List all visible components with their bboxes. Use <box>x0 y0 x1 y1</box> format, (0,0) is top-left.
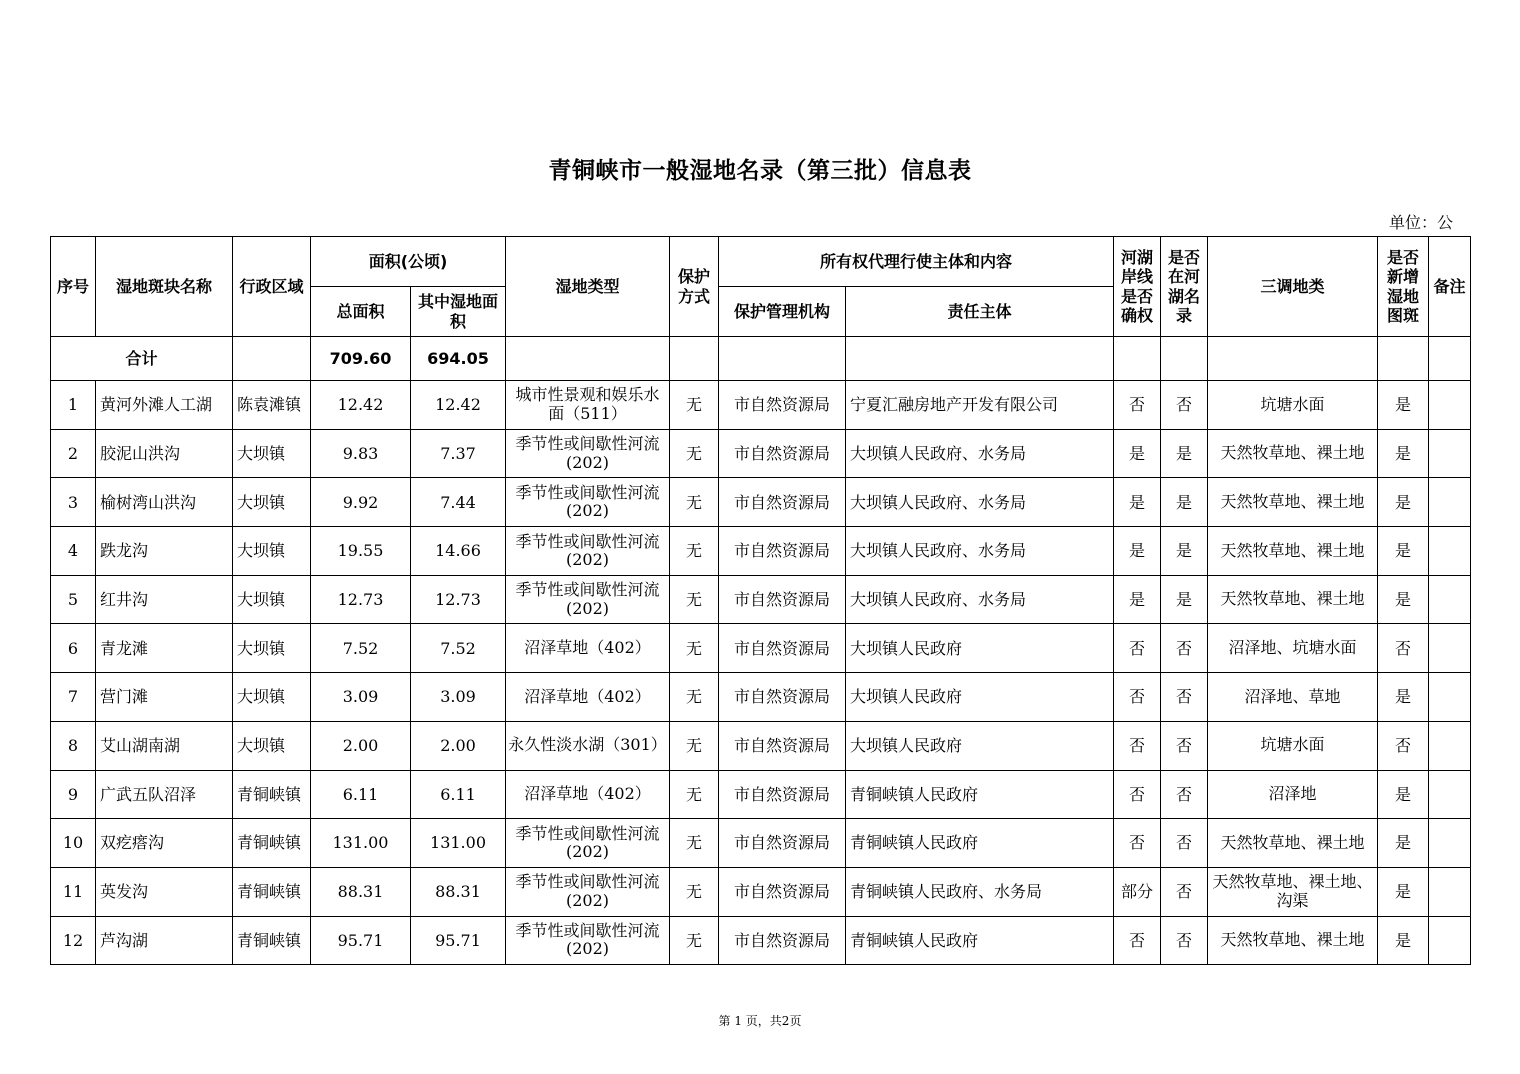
cell-landuse: 天然牧草地、裸土地 <box>1208 916 1378 965</box>
cell-protect: 无 <box>670 819 719 868</box>
cell-admin: 青铜峡镇 <box>233 770 311 819</box>
cell-admin: 大坝镇 <box>233 624 311 673</box>
cell-area-total: 9.83 <box>311 429 411 478</box>
cell-type: 季节性或间歇性河流(202) <box>506 575 670 624</box>
cell-landuse: 沼泽地、坑塘水面 <box>1208 624 1378 673</box>
page-title: 青铜峡市一般湿地名录（第三批）信息表 <box>548 158 972 184</box>
table-row <box>51 429 1471 478</box>
cell-area-total: 131.00 <box>311 819 411 868</box>
cell-type: 季节性或间歇性河流(202) <box>506 527 670 576</box>
cell-remark <box>1429 916 1471 965</box>
total-shore <box>1114 337 1161 381</box>
cell-inlist: 是 <box>1161 429 1208 478</box>
cell-admin: 大坝镇 <box>233 478 311 527</box>
cell-landuse: 沼泽地 <box>1208 770 1378 819</box>
cell-remark <box>1429 575 1471 624</box>
cell-shore: 是 <box>1114 575 1161 624</box>
cell-area-wet: 3.09 <box>411 673 506 722</box>
cell-area-wet: 2.00 <box>411 721 506 770</box>
cell-protect: 无 <box>670 527 719 576</box>
cell-seq: 8 <box>51 721 96 770</box>
cell-remark <box>1429 770 1471 819</box>
cell-shore: 否 <box>1114 819 1161 868</box>
header-seq: 序号 <box>51 237 96 337</box>
cell-resp: 宁夏汇融房地产开发有限公司 <box>846 381 1114 430</box>
cell-area-wet: 95.71 <box>411 916 506 965</box>
cell-landuse: 天然牧草地、裸土地 <box>1208 429 1378 478</box>
cell-shore: 是 <box>1114 527 1161 576</box>
cell-resp: 大坝镇人民政府、水务局 <box>846 575 1114 624</box>
cell-resp: 青铜峡镇人民政府 <box>846 770 1114 819</box>
cell-area-wet: 14.66 <box>411 527 506 576</box>
cell-inlist: 否 <box>1161 819 1208 868</box>
total-inlist <box>1161 337 1208 381</box>
cell-seq: 1 <box>51 381 96 430</box>
cell-seq: 3 <box>51 478 96 527</box>
cell-resp: 青铜峡镇人民政府 <box>846 819 1114 868</box>
cell-area-total: 3.09 <box>311 673 411 722</box>
cell-area-total: 19.55 <box>311 527 411 576</box>
cell-inlist: 否 <box>1161 673 1208 722</box>
cell-protect: 无 <box>670 721 719 770</box>
cell-type: 沼泽草地（402） <box>506 624 670 673</box>
cell-seq: 10 <box>51 819 96 868</box>
cell-area-total: 12.42 <box>311 381 411 430</box>
cell-inlist: 否 <box>1161 721 1208 770</box>
cell-org: 市自然资源局 <box>719 478 846 527</box>
cell-shore: 是 <box>1114 429 1161 478</box>
cell-seq: 6 <box>51 624 96 673</box>
cell-remark <box>1429 624 1471 673</box>
header-area: 面积(公顷) <box>311 237 506 287</box>
cell-name: 英发沟 <box>96 867 233 916</box>
cell-inlist: 否 <box>1161 867 1208 916</box>
total-row <box>51 337 1471 381</box>
cell-landuse: 坑塘水面 <box>1208 381 1378 430</box>
cell-seq: 7 <box>51 673 96 722</box>
header-owner: 所有权代理行使主体和内容 <box>719 237 1114 287</box>
cell-admin: 陈袁滩镇 <box>233 381 311 430</box>
cell-name: 艾山湖南湖 <box>96 721 233 770</box>
total-type <box>506 337 670 381</box>
table-row <box>51 721 1471 770</box>
cell-area-wet: 12.42 <box>411 381 506 430</box>
cell-newpatch: 是 <box>1378 916 1429 965</box>
cell-seq: 11 <box>51 867 96 916</box>
total-admin <box>233 337 311 381</box>
cell-name: 广武五队沼泽 <box>96 770 233 819</box>
cell-shore: 否 <box>1114 381 1161 430</box>
cell-admin: 大坝镇 <box>233 673 311 722</box>
cell-seq: 5 <box>51 575 96 624</box>
cell-type: 季节性或间歇性河流(202) <box>506 478 670 527</box>
cell-area-total: 95.71 <box>311 916 411 965</box>
cell-name: 双疙瘩沟 <box>96 819 233 868</box>
cell-remark <box>1429 381 1471 430</box>
cell-resp: 大坝镇人民政府、水务局 <box>846 527 1114 576</box>
cell-newpatch: 是 <box>1378 819 1429 868</box>
cell-resp: 大坝镇人民政府 <box>846 721 1114 770</box>
cell-name: 胶泥山洪沟 <box>96 429 233 478</box>
cell-org: 市自然资源局 <box>719 575 846 624</box>
table-row <box>51 867 1471 916</box>
cell-protect: 无 <box>670 867 719 916</box>
cell-newpatch: 是 <box>1378 673 1429 722</box>
table-row <box>51 624 1471 673</box>
header-area-total: 总面积 <box>311 287 411 337</box>
cell-landuse: 天然牧草地、裸土地 <box>1208 575 1378 624</box>
cell-name: 榆树湾山洪沟 <box>96 478 233 527</box>
header-admin: 行政区域 <box>233 237 311 337</box>
cell-shore: 否 <box>1114 770 1161 819</box>
cell-remark <box>1429 819 1471 868</box>
cell-newpatch: 是 <box>1378 429 1429 478</box>
cell-newpatch: 否 <box>1378 721 1429 770</box>
cell-resp: 大坝镇人民政府 <box>846 624 1114 673</box>
cell-shore: 否 <box>1114 721 1161 770</box>
cell-newpatch: 是 <box>1378 867 1429 916</box>
cell-resp: 大坝镇人民政府 <box>846 673 1114 722</box>
total-newpatch <box>1378 337 1429 381</box>
cell-area-wet: 7.37 <box>411 429 506 478</box>
cell-resp: 大坝镇人民政府、水务局 <box>846 429 1114 478</box>
cell-type: 沼泽草地（402） <box>506 673 670 722</box>
cell-landuse: 天然牧草地、裸土地、沟渠 <box>1208 867 1378 916</box>
cell-newpatch: 是 <box>1378 575 1429 624</box>
cell-seq: 12 <box>51 916 96 965</box>
table-row <box>51 819 1471 868</box>
cell-type: 永久性淡水湖（301） <box>506 721 670 770</box>
table-row <box>51 916 1471 965</box>
page-footer: 第 1 页，共2页 <box>718 1014 802 1028</box>
cell-protect: 无 <box>670 624 719 673</box>
cell-area-total: 88.31 <box>311 867 411 916</box>
cell-admin: 大坝镇 <box>233 721 311 770</box>
cell-area-wet: 6.11 <box>411 770 506 819</box>
table-row <box>51 770 1471 819</box>
cell-area-wet: 12.73 <box>411 575 506 624</box>
cell-shore: 是 <box>1114 478 1161 527</box>
cell-type: 季节性或间歇性河流(202) <box>506 867 670 916</box>
total-resp <box>846 337 1114 381</box>
cell-newpatch: 否 <box>1378 624 1429 673</box>
cell-admin: 青铜峡镇 <box>233 819 311 868</box>
cell-resp: 青铜峡镇人民政府 <box>846 916 1114 965</box>
header-name: 湿地斑块名称 <box>96 237 233 337</box>
cell-org: 市自然资源局 <box>719 381 846 430</box>
unit-label: 单位：公 <box>1389 213 1454 232</box>
header-owner-org: 保护管理机构 <box>719 287 846 337</box>
cell-shore: 否 <box>1114 673 1161 722</box>
cell-name: 红井沟 <box>96 575 233 624</box>
cell-admin: 大坝镇 <box>233 429 311 478</box>
cell-name: 黄河外滩人工湖 <box>96 381 233 430</box>
cell-area-total: 2.00 <box>311 721 411 770</box>
cell-seq: 9 <box>51 770 96 819</box>
cell-protect: 无 <box>670 429 719 478</box>
cell-newpatch: 是 <box>1378 770 1429 819</box>
cell-inlist: 否 <box>1161 770 1208 819</box>
header-protect: 保护方式 <box>670 237 719 337</box>
cell-type: 沼泽草地（402） <box>506 770 670 819</box>
cell-inlist: 否 <box>1161 916 1208 965</box>
total-label: 合计 <box>51 337 233 381</box>
total-area: 709.60 <box>311 337 411 381</box>
cell-landuse: 天然牧草地、裸土地 <box>1208 819 1378 868</box>
header-remark: 备注 <box>1429 237 1471 337</box>
cell-admin: 青铜峡镇 <box>233 916 311 965</box>
cell-remark <box>1429 673 1471 722</box>
cell-remark <box>1429 478 1471 527</box>
cell-admin: 大坝镇 <box>233 575 311 624</box>
header-landuse: 三调地类 <box>1208 237 1378 337</box>
cell-inlist: 是 <box>1161 478 1208 527</box>
cell-protect: 无 <box>670 673 719 722</box>
cell-area-wet: 131.00 <box>411 819 506 868</box>
cell-inlist: 是 <box>1161 575 1208 624</box>
header-area-wet: 其中湿地面积 <box>411 287 506 337</box>
table-row <box>51 478 1471 527</box>
cell-area-total: 12.73 <box>311 575 411 624</box>
cell-name: 营门滩 <box>96 673 233 722</box>
header-newpatch: 是否新增湿地图斑 <box>1378 237 1429 337</box>
cell-type: 季节性或间歇性河流(202) <box>506 916 670 965</box>
cell-remark <box>1429 527 1471 576</box>
cell-landuse: 天然牧草地、裸土地 <box>1208 527 1378 576</box>
cell-org: 市自然资源局 <box>719 819 846 868</box>
cell-newpatch: 是 <box>1378 381 1429 430</box>
cell-type: 城市性景观和娱乐水面（511） <box>506 381 670 430</box>
header-type: 湿地类型 <box>506 237 670 337</box>
cell-seq: 2 <box>51 429 96 478</box>
cell-org: 市自然资源局 <box>719 770 846 819</box>
cell-org: 市自然资源局 <box>719 673 846 722</box>
cell-type: 季节性或间歇性河流(202) <box>506 429 670 478</box>
cell-inlist: 否 <box>1161 381 1208 430</box>
cell-inlist: 是 <box>1161 527 1208 576</box>
table-row <box>51 381 1471 430</box>
cell-resp: 大坝镇人民政府、水务局 <box>846 478 1114 527</box>
cell-newpatch: 是 <box>1378 478 1429 527</box>
cell-remark <box>1429 867 1471 916</box>
cell-area-wet: 88.31 <box>411 867 506 916</box>
cell-landuse: 天然牧草地、裸土地 <box>1208 478 1378 527</box>
header-shore: 河湖岸线是否确权 <box>1114 237 1161 337</box>
cell-landuse: 沼泽地、草地 <box>1208 673 1378 722</box>
cell-org: 市自然资源局 <box>719 916 846 965</box>
cell-area-total: 7.52 <box>311 624 411 673</box>
cell-shore: 否 <box>1114 916 1161 965</box>
cell-protect: 无 <box>670 478 719 527</box>
header-owner-resp: 责任主体 <box>846 287 1114 337</box>
cell-area-total: 6.11 <box>311 770 411 819</box>
table-row <box>51 673 1471 722</box>
cell-resp: 青铜峡镇人民政府、水务局 <box>846 867 1114 916</box>
cell-org: 市自然资源局 <box>719 624 846 673</box>
cell-area-wet: 7.44 <box>411 478 506 527</box>
cell-area-total: 9.92 <box>311 478 411 527</box>
cell-inlist: 否 <box>1161 624 1208 673</box>
cell-admin: 青铜峡镇 <box>233 867 311 916</box>
cell-protect: 无 <box>670 575 719 624</box>
total-org <box>719 337 846 381</box>
cell-org: 市自然资源局 <box>719 721 846 770</box>
cell-remark <box>1429 721 1471 770</box>
cell-shore: 否 <box>1114 624 1161 673</box>
cell-area-wet: 7.52 <box>411 624 506 673</box>
cell-org: 市自然资源局 <box>719 429 846 478</box>
cell-name: 芦沟湖 <box>96 916 233 965</box>
cell-protect: 无 <box>670 770 719 819</box>
total-remark <box>1429 337 1471 381</box>
header-inlist: 是否在河湖名录 <box>1161 237 1208 337</box>
cell-name: 跌龙沟 <box>96 527 233 576</box>
cell-type: 季节性或间歇性河流(202) <box>506 819 670 868</box>
cell-seq: 4 <box>51 527 96 576</box>
wetland-table <box>50 236 1471 965</box>
cell-org: 市自然资源局 <box>719 527 846 576</box>
cell-landuse: 坑塘水面 <box>1208 721 1378 770</box>
total-wet-area: 694.05 <box>411 337 506 381</box>
cell-shore: 部分 <box>1114 867 1161 916</box>
cell-remark <box>1429 429 1471 478</box>
cell-protect: 无 <box>670 916 719 965</box>
cell-admin: 大坝镇 <box>233 527 311 576</box>
cell-newpatch: 是 <box>1378 527 1429 576</box>
total-landuse <box>1208 337 1378 381</box>
cell-name: 青龙滩 <box>96 624 233 673</box>
cell-protect: 无 <box>670 381 719 430</box>
total-protect <box>670 337 719 381</box>
table-row <box>51 575 1471 624</box>
cell-org: 市自然资源局 <box>719 867 846 916</box>
table-row <box>51 527 1471 576</box>
